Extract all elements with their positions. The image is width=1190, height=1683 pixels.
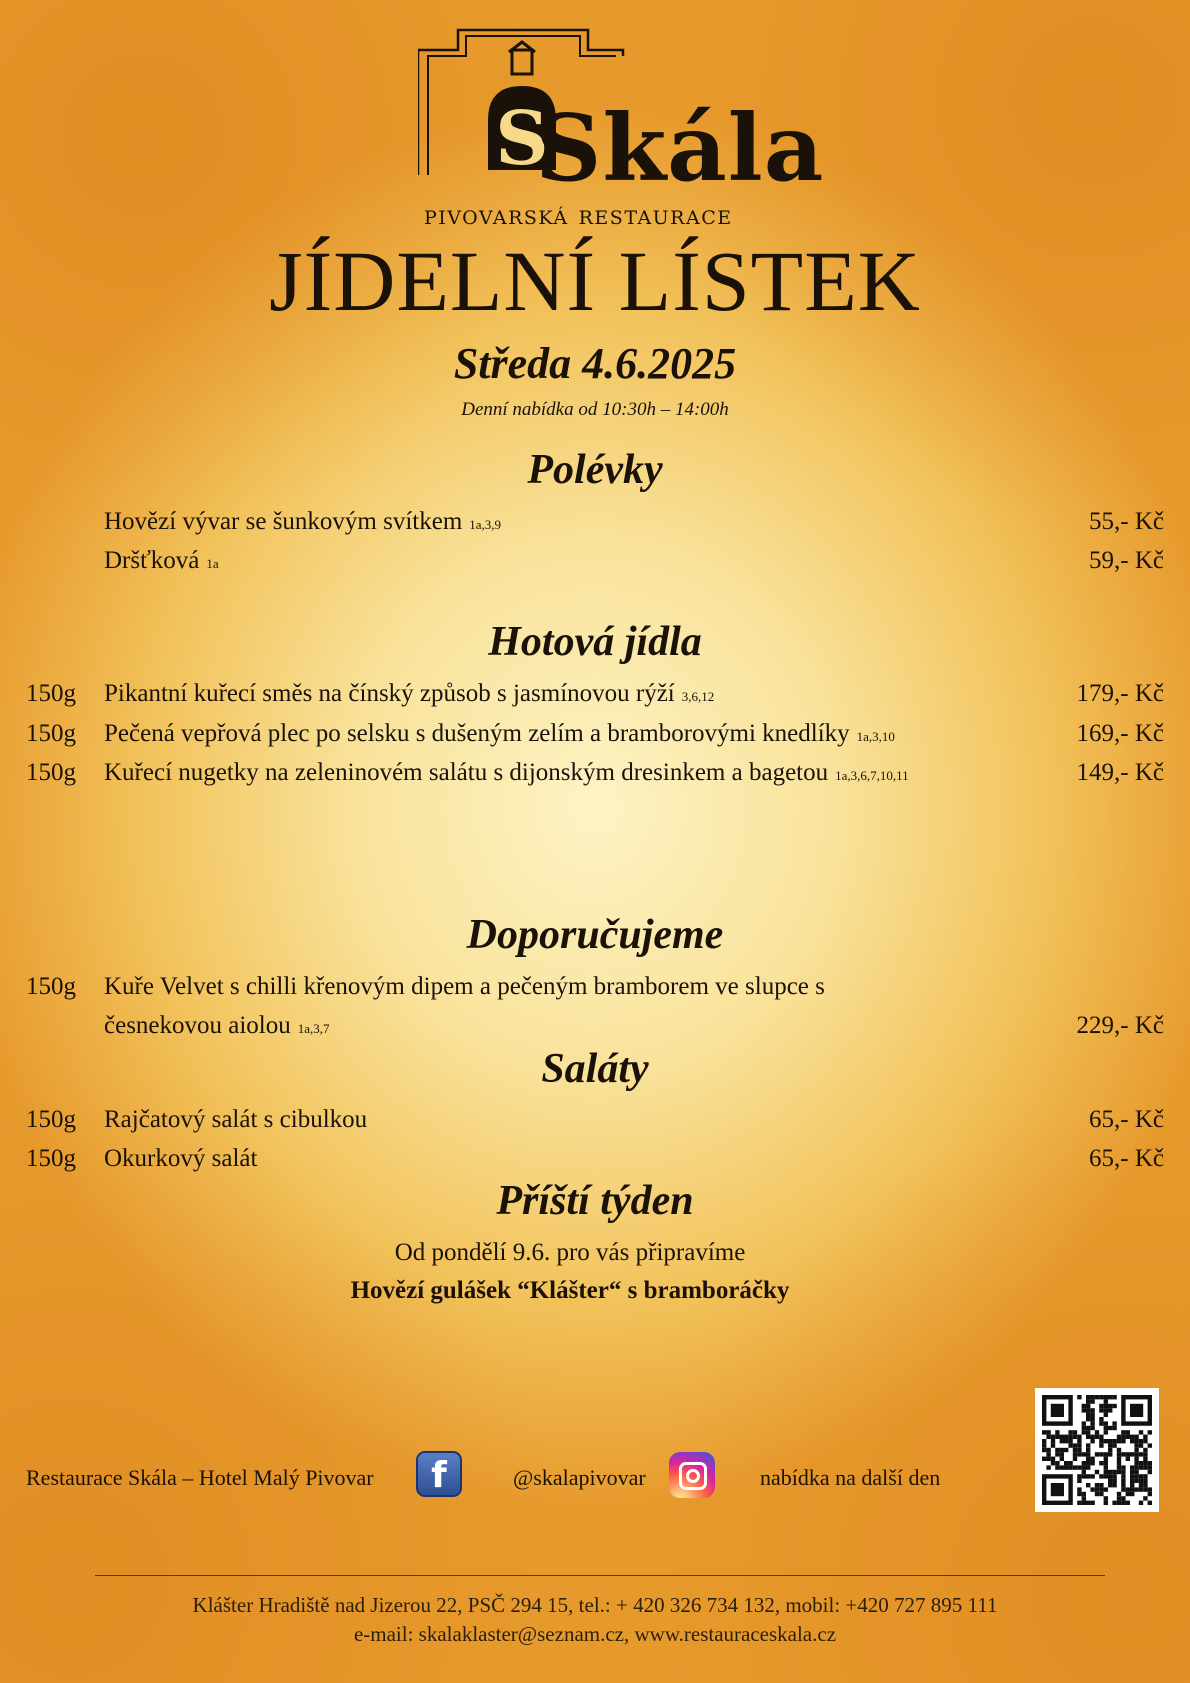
restaurant-name: Restaurace Skála – Hotel Malý Pivovar bbox=[26, 1465, 374, 1490]
item-price: 169,- Kč bbox=[1076, 720, 1164, 747]
facebook-icon[interactable]: f bbox=[416, 1451, 462, 1497]
item-price: 65,- Kč bbox=[1089, 1145, 1164, 1172]
section-heading-ready-meals: Hotová jídla bbox=[488, 619, 702, 665]
footer-divider bbox=[95, 1575, 1105, 1576]
qr-caption: nabídka na další den bbox=[760, 1465, 941, 1490]
contact-line: e-mail: skalaklaster@seznam.cz, www.restauraceskala.cz bbox=[353, 1622, 837, 1646]
menu-item bbox=[26, 677, 1164, 711]
menu-item bbox=[26, 1103, 1164, 1137]
item-price: 229,- Kč bbox=[1076, 1012, 1164, 1039]
item-allergens: 1a,3,10 bbox=[856, 729, 895, 744]
menu-item bbox=[26, 1142, 1164, 1176]
section-heading-soups: Polévky bbox=[527, 447, 663, 493]
instagram-handle: @skalapivovar bbox=[513, 1465, 646, 1490]
menu-item bbox=[26, 717, 1164, 751]
service-hours: Denní nabídka od 10:30h – 14:00h bbox=[461, 399, 729, 420]
menu-item bbox=[26, 756, 1164, 790]
item-allergens: 3,6,12 bbox=[681, 689, 715, 704]
logo-subtitle: pivovarská restaurace bbox=[424, 200, 733, 231]
section-heading-next-week: Příští týden bbox=[496, 1178, 694, 1224]
item-weight: 150g bbox=[26, 1145, 76, 1172]
item-weight: 150g bbox=[26, 720, 76, 747]
menu-item-continuation bbox=[26, 1009, 1164, 1043]
item-price: 149,- Kč bbox=[1076, 759, 1164, 786]
item-allergens: 1a,3,9 bbox=[469, 517, 502, 532]
section-heading-salads: Saláty bbox=[541, 1046, 649, 1092]
svg-text:S: S bbox=[495, 96, 549, 178]
qr-code[interactable] bbox=[1035, 1388, 1159, 1512]
item-name: Okurkový salát bbox=[104, 1145, 258, 1172]
item-weight: 150g bbox=[26, 759, 76, 786]
item-weight: 150g bbox=[26, 973, 76, 1000]
item-name: Pečená vepřová plec po selsku s dušeným zelím a bramborovými knedlíky bbox=[104, 720, 850, 747]
section-heading-recommended: Doporučujeme bbox=[466, 912, 724, 958]
item-name-line-1: Kuře Velvet s chilli křenovým dipem a pečeným bramborem ve slupce s bbox=[104, 973, 825, 1000]
item-name: Kuřecí nugetky na zeleninovém salátu s dijonským dresinkem a bagetou bbox=[104, 759, 829, 786]
menu-item bbox=[26, 970, 1164, 1004]
item-price: 55,- Kč bbox=[1089, 508, 1164, 535]
menu-date: Středa 4.6.2025 bbox=[453, 339, 737, 388]
item-allergens: 1a bbox=[206, 556, 219, 571]
page-title: JÍDELNÍ LÍSTEK bbox=[269, 233, 921, 329]
item-price: 59,- Kč bbox=[1089, 547, 1164, 574]
item-name: Dršťková bbox=[104, 547, 200, 574]
address-line: Klášter Hradiště nad Jizerou 22, PSČ 294 15, tel.: + 420 326 734 132, mobil: +420 727 895 111 bbox=[192, 1593, 998, 1617]
logo-wordmark: Skála bbox=[535, 94, 825, 202]
next-week-intro: Od pondělí 9.6. pro vás připravíme bbox=[394, 1239, 746, 1266]
item-name: Hovězí vývar se šunkovým svítkem bbox=[104, 508, 463, 535]
item-allergens: 1a,3,7 bbox=[297, 1021, 330, 1036]
menu-item bbox=[26, 544, 1164, 578]
item-price: 65,- Kč bbox=[1089, 1106, 1164, 1133]
item-allergens: 1a,3,6,7,10,11 bbox=[835, 768, 909, 783]
item-name: Rajčatový salát s cibulkou bbox=[104, 1106, 368, 1133]
item-weight: 150g bbox=[26, 1106, 76, 1133]
next-week-dish: Hovězí gulášek “Klášter“ s bramboráčky bbox=[350, 1277, 790, 1304]
item-name: Pikantní kuřecí směs na čínský způsob s jasmínovou rýží bbox=[104, 680, 675, 707]
restaurant-logo bbox=[0, 28, 1190, 231]
item-name-line-2: česnekovou aiolou bbox=[104, 1012, 291, 1039]
instagram-icon[interactable] bbox=[669, 1452, 715, 1498]
item-weight: 150g bbox=[26, 680, 76, 707]
item-price: 179,- Kč bbox=[1076, 680, 1164, 707]
menu-item bbox=[26, 505, 1164, 539]
qr-code-pattern bbox=[1035, 1388, 1159, 1512]
